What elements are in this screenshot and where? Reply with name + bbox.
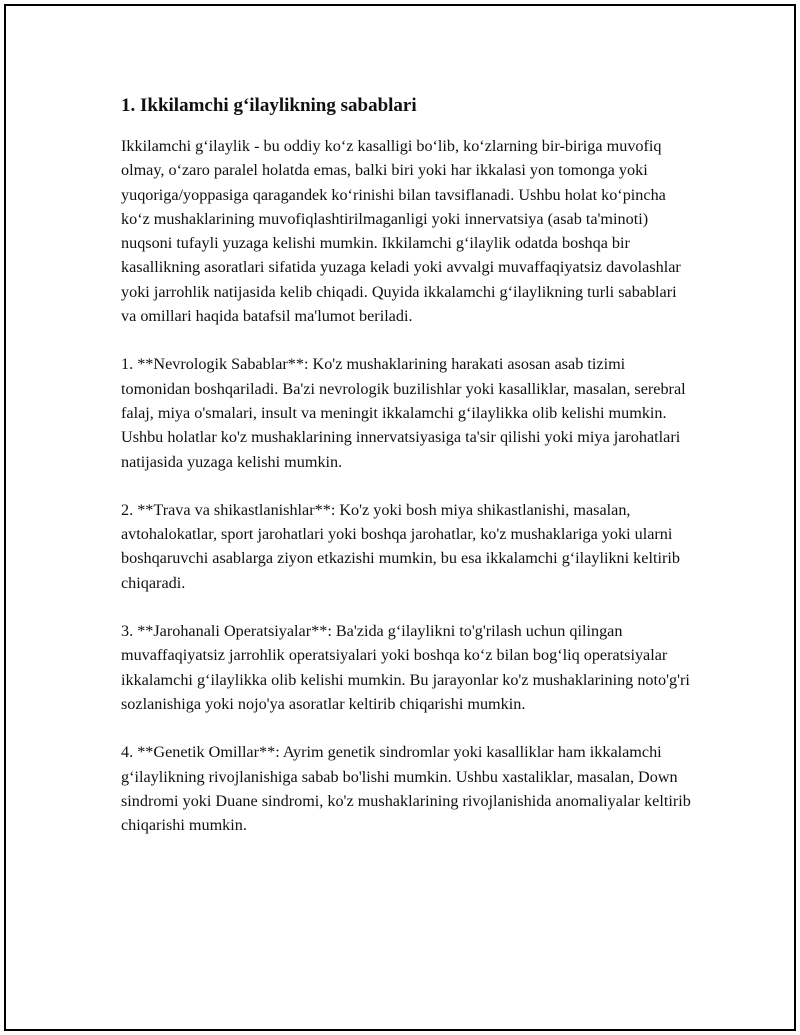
paragraph-neurological-causes: 1. **Nevrologik Sabablar**: Ko'z mushaklarining harakati asosan asab tizimi tomonidan boshqariladi. Ba'zi nevrologik buzilishlar yoki kasalliklar, masalan, serebral falaj, miya o'smalari, insult va meningit ikkalamchi g‘ilaylikka olib kelishi mumkin. Ushbu holatlar ko'z mushaklarining innervatsiyasiga ta'sir qilishi yoki miya jarohatlari natijasida yuzaga kelishi mumkin. bbox=[121, 355, 686, 471]
paragraph-trauma-injuries: 2. **Trava va shikastlanishlar**: Ko'z yoki bosh miya shikastlanishi, masalan, avtohalokatlar, sport jarohatlari yoki boshqa jarohatlar, ko'z mushaklariga yoki ularni boshqaruvchi asablarga ziyon etkazishi mumkin, bu esa ikkalamchi g‘ilaylikni keltirib chiqaradi. bbox=[121, 500, 680, 592]
document-body bbox=[121, 92, 691, 861]
paragraph-surgical-operations: 3. **Jarohanali Operatsiyalar**: Ba'zida g‘ilaylikni to'g'rilash uchun qilingan muvaffaqiyatsiz jarrohlik operatsiyalari yoki boshqa ko‘z bilan bog‘liq operatsiyalar ikkalamchi g‘ilaylikka olib kelishi mumkin. Bu jarayonlar ko'z mushaklarining noto'g'ri sozlanishiga yoki nojo'ya asoratlar keltirib chiqarishi mumkin. bbox=[121, 622, 690, 713]
section-heading: 1. Ikkilamchi g‘ilaylikning sabablari bbox=[121, 95, 417, 116]
page-border bbox=[4, 4, 796, 1031]
intro-paragraph: Ikkilamchi g‘ilaylik - bu oddiy ko‘z kasalligi bo‘lib, ko‘zlarning bir-biriga muvofiq olmay, o‘zaro paralel holatda emas, balki biri yoki har ikkalasi yon tomonga yoki yuqoriga/yoppasiga qaragandek ko‘rinishi bilan tavsiflanadi. Ushbu holat ko‘pincha ko‘z mushaklarining muvofiqlashtirilmaganligi yoki innervatsiya (asab ta'minoti) nuqsoni tufayli yuzaga kelishi mumkin. Ikkilamchi g‘ilaylik odatda boshqa bir kasallikning asoratlari sifatida yuzaga keladi yoki avvalgi muvaffaqiyatsiz davolashlar yoki jarrohlik natijasida kelib chiqadi. Quyida ikkalamchi g‘ilaylikning turli sabablari va omillari haqida batafsil ma'lumot beriladi. bbox=[121, 137, 681, 326]
paragraph-genetic-factors: 4. **Genetik Omillar**: Ayrim genetik sindromlar yoki kasalliklar ham ikkalamchi g‘ilaylikning rivojlanishiga sabab bo'lishi mumkin. Ushbu xastaliklar, masalan, Down sindromi yoki Duane sindromi, ko'z mushaklarining rivojlanishida anomaliyalar keltirib chiqarishi mumkin. bbox=[121, 743, 691, 835]
